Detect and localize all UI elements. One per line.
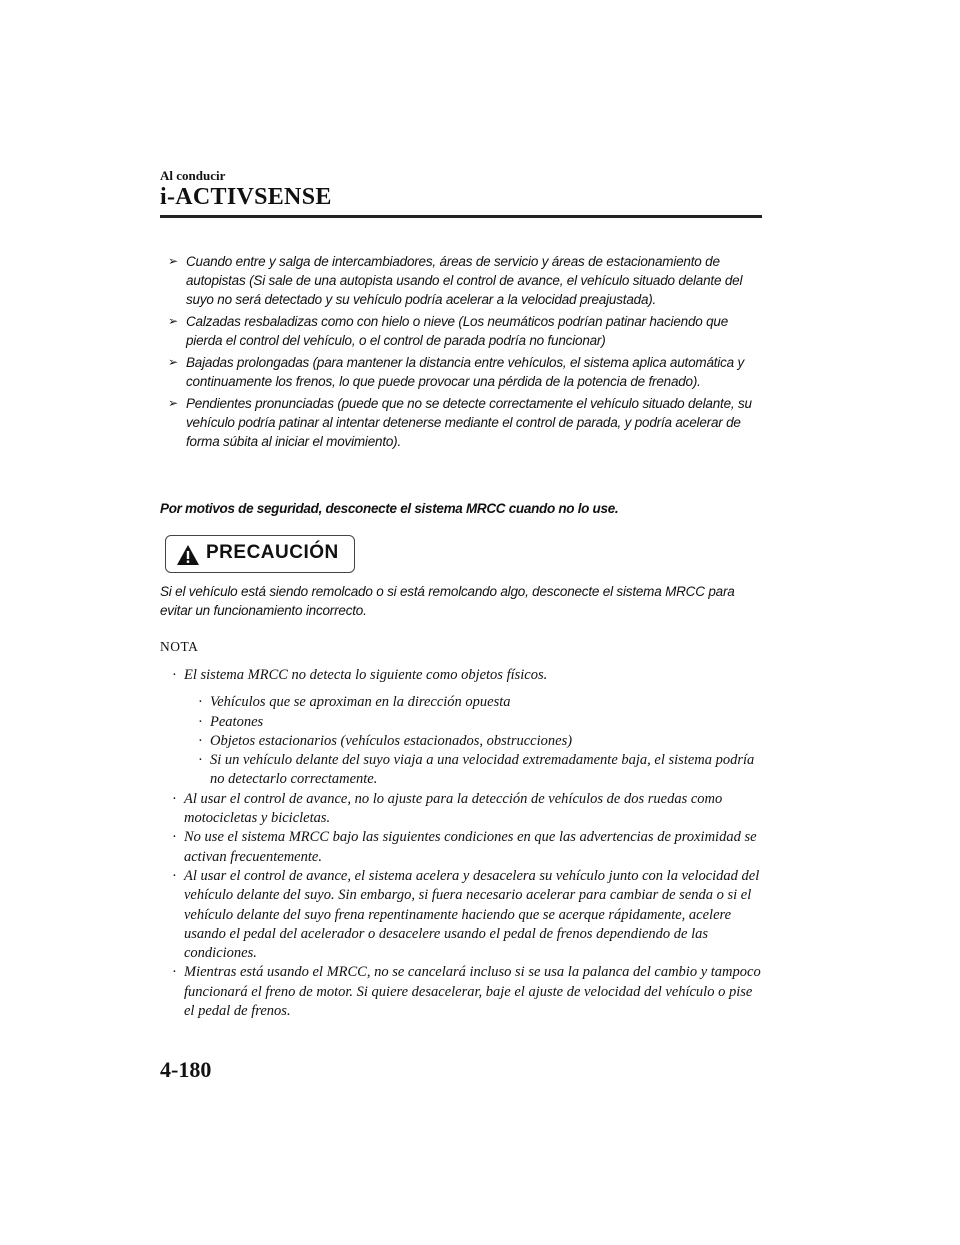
note-sublist bbox=[198, 693, 764, 789]
caution-label: PRECAUCIÓN bbox=[206, 542, 339, 563]
arrowhead-bullet-icon: ➢ bbox=[168, 254, 178, 268]
bullet-dot-icon: · bbox=[172, 867, 177, 884]
caution-text: Si el vehículo está siendo remolcado o si está remolcando algo, desconecte el sistema MRCC para evitar un funcionamiento incorrecto. bbox=[160, 584, 735, 618]
section-title: i-ACTIVSENSE bbox=[160, 184, 332, 210]
warning-item-text: Bajadas prolongadas (para mantener la distancia entre vehículos, el sistema aplica automática y continuamente los frenos, lo que puede provocar una pérdida de la potencia de frenado). bbox=[186, 355, 745, 389]
warning-item bbox=[168, 394, 764, 451]
bullet-dot-icon: · bbox=[198, 713, 203, 730]
note-item-text: Al usar el control de avance, no lo ajuste para la detección de vehículos de dos ruedas como motocicletas y bicicletas. bbox=[184, 790, 723, 827]
bullet-dot-icon: · bbox=[198, 694, 203, 711]
arrowhead-bullet-icon: ➢ bbox=[168, 314, 178, 328]
bullet-dot-icon: · bbox=[172, 790, 177, 807]
warning-conditions-list bbox=[168, 252, 764, 454]
note-subitem-text: Peatones bbox=[210, 713, 264, 730]
arrowhead-bullet-icon: ➢ bbox=[168, 355, 178, 369]
note-subitem bbox=[198, 751, 764, 790]
note-item-text: Mientras está usando el MRCC, no se cancelará incluso si se usa la palanca del cambio y tampoco funcionará el freno de motor. Si quiere desacelerar, baje el ajuste de velocidad del vehículo o pise el pedal de frenos. bbox=[184, 964, 761, 1020]
warning-item bbox=[168, 353, 764, 391]
note-title: NOTA bbox=[160, 639, 199, 654]
note-item bbox=[172, 790, 764, 829]
warning-item-text: Pendientes pronunciadas (puede que no se detecte correctamente el vehículo situado delante, su vehículo podría patinar al intentar detenerse mediante el control de parada, y podría acelerar de forma súbita al iniciar el movimiento). bbox=[186, 396, 752, 449]
title-divider bbox=[160, 215, 762, 218]
warning-item-text: Calzadas resbaladizas como con hielo o nieve (Los neumáticos podrían patinar haciendo que pierda el control del vehículo, o el control de parada podría no funcionar) bbox=[186, 314, 729, 348]
note-item bbox=[172, 963, 764, 1021]
bullet-dot-icon: · bbox=[172, 667, 177, 683]
note-item bbox=[172, 666, 764, 790]
note-subitem bbox=[198, 693, 764, 712]
bullet-dot-icon: · bbox=[172, 964, 177, 981]
note-item-text: No use el sistema MRCC bajo las siguientes condiciones en que las advertencias de proximidad se activan frecuentemente. bbox=[184, 829, 757, 865]
note-item-text: El sistema MRCC no detecta lo siguiente como objetos físicos. bbox=[184, 667, 548, 683]
note-subitem-text: Si un vehículo delante del suyo viaja a una velocidad extremadamente baja, el sistema podría no detectarlo correctamente. bbox=[210, 752, 755, 788]
note-subitem bbox=[198, 713, 764, 732]
arrowhead-bullet-icon: ➢ bbox=[168, 396, 178, 410]
caution-badge bbox=[165, 535, 355, 573]
note-subitem-text: Objetos estacionarios (vehículos estacionados, obstrucciones) bbox=[210, 732, 573, 749]
warning-item bbox=[168, 252, 764, 309]
bullet-dot-icon: · bbox=[172, 829, 177, 846]
warning-item bbox=[168, 312, 764, 350]
note-subitem bbox=[198, 732, 764, 751]
section-label: Al conducir bbox=[160, 168, 226, 183]
note-list bbox=[172, 666, 764, 1021]
bullet-dot-icon: · bbox=[198, 732, 203, 749]
page-number: 4-180 bbox=[160, 1057, 212, 1082]
warning-item-text: Cuando entre y salga de intercambiadores, áreas de servicio y áreas de estacionamiento de autopistas (Si sale de una autopista usando el control de avance, el vehículo situado delante del suyo no será detectado y su vehículo podría acelerar a la velocidad preajustada). bbox=[186, 254, 743, 307]
warning-triangle-icon bbox=[176, 544, 200, 566]
note-item-text: Al usar el control de avance, el sistema acelera y desacelera su vehículo junto con la velocidad del vehículo delante del suyo. Sin embargo, si fuera necesario acelerar para cambiar de senda o si el vehículo delante del suyo frena repentinamente haciendo que se acerque rápidamente, acelere usando el pedal del acelerador o desacelere usando el pedal de frenos dependiendo de las condiciones. bbox=[184, 867, 760, 962]
bullet-dot-icon: · bbox=[198, 752, 203, 769]
note-item bbox=[172, 867, 764, 963]
safety-note: Por motivos de seguridad, desconecte el sistema MRCC cuando no lo use. bbox=[160, 501, 619, 516]
note-item bbox=[172, 828, 764, 867]
note-subitem-text: Vehículos que se aproximan en la dirección opuesta bbox=[210, 694, 511, 711]
